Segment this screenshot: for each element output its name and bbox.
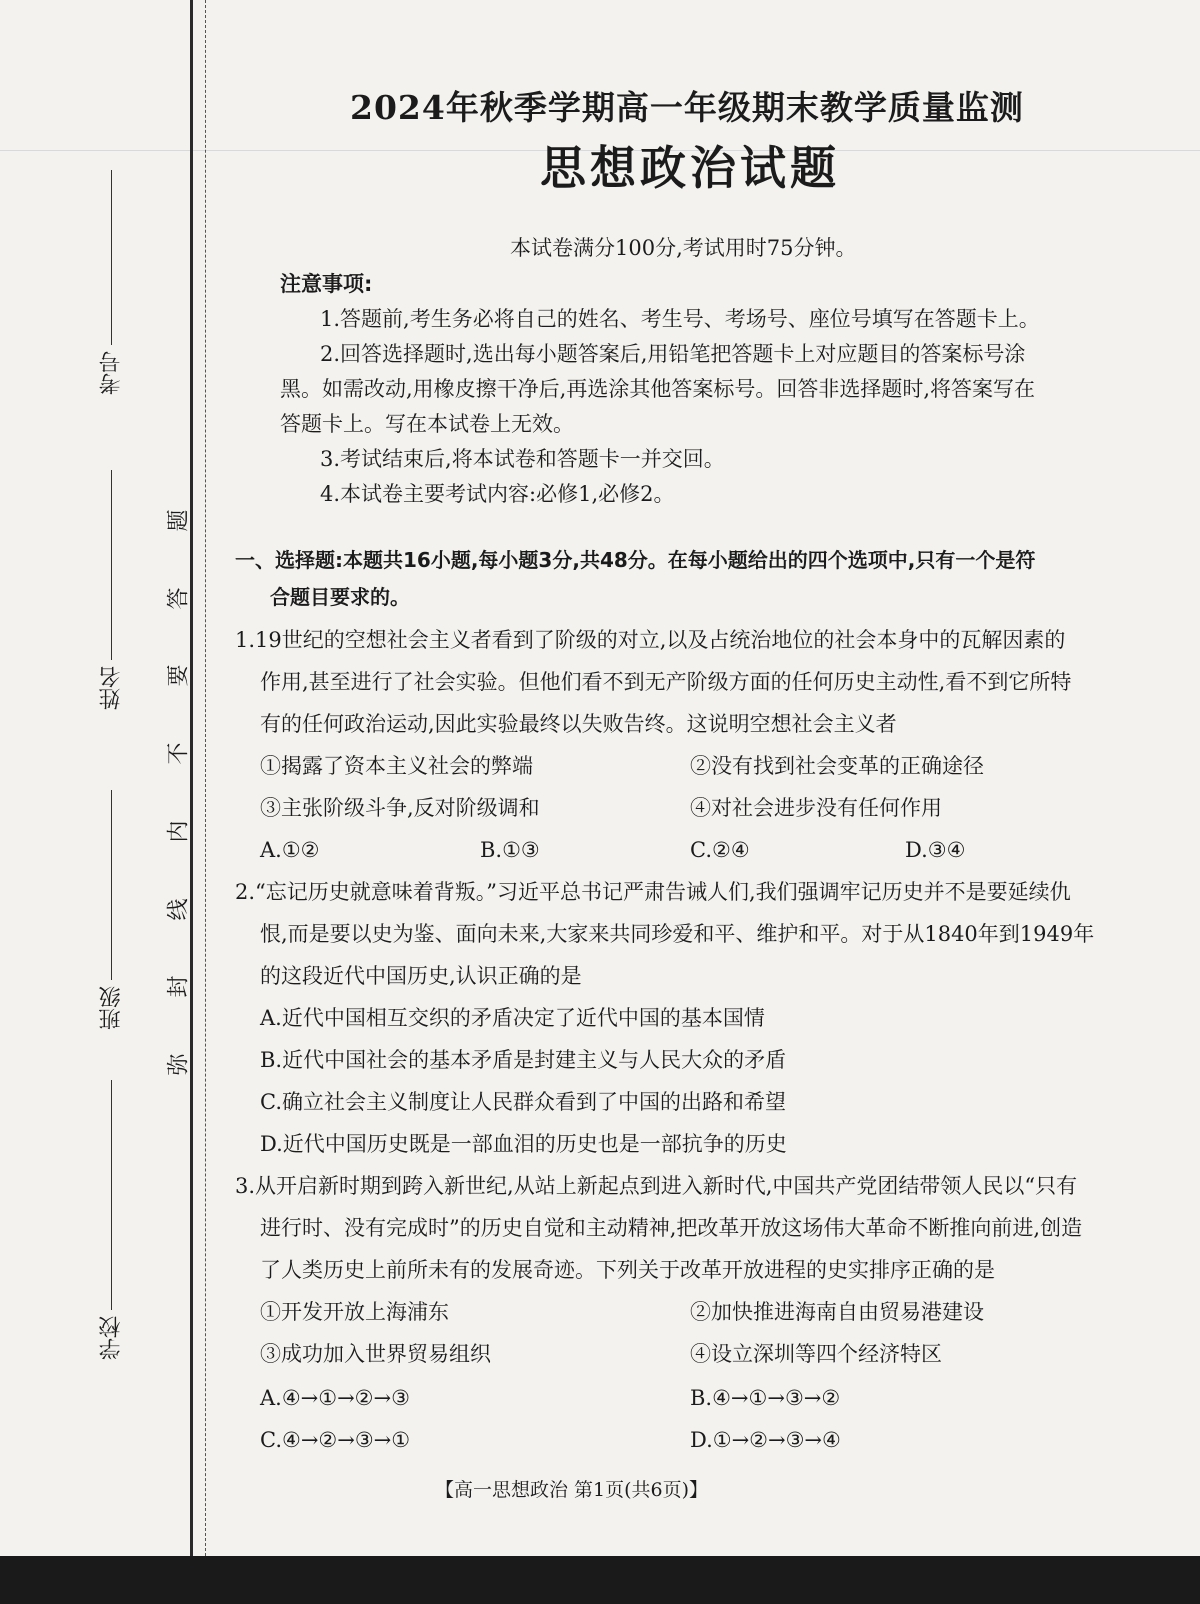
- q3-item: ①开发开放上海浦东: [260, 1300, 449, 1324]
- q1-option-c: C.②④: [690, 838, 750, 862]
- q1-stem: 有的任何政治运动,因此实验最终以失败告终。这说明空想社会主义者: [260, 712, 897, 736]
- q2-option-d: D.近代中国历史既是一部血泪的历史也是一部抗争的历史: [260, 1132, 787, 1156]
- seal-line: [205, 0, 207, 1556]
- margin-rule: [190, 0, 193, 1556]
- field-label: 班级: [99, 986, 124, 1030]
- exam-info: 本试卷满分100分,考试用时75分钟。: [510, 236, 857, 260]
- subject-title: 思想政治试题: [540, 141, 840, 195]
- seal-char: 要: [166, 664, 192, 687]
- q1-stem: 作用,甚至进行了社会实验。但他们看不到无产阶级方面的任何历史主动性,看不到它所特: [260, 670, 1072, 694]
- q3-option-d: D.①→②→③→④: [690, 1428, 841, 1452]
- note-item: 1.答题前,考生务必将自己的姓名、考生号、考场号、座位号填写在答题卡上。: [320, 307, 1040, 331]
- seal-char: 线: [166, 898, 192, 921]
- note-item: 3.考试结束后,将本试卷和答题卡一并交回。: [320, 447, 725, 471]
- seal-text: [164, 505, 190, 1080]
- q1-item: ③主张阶级斗争,反对阶级调和: [260, 796, 540, 820]
- q1-stem: 1.19世纪的空想社会主义者看到了阶级的对立,以及占统治地位的社会本身中的瓦解因素的: [235, 628, 1066, 652]
- note-item: 4.本试卷主要考试内容:必修1,必修2。: [320, 482, 675, 506]
- seal-char: 不: [166, 742, 192, 765]
- q3-stem: 进行时、没有完成时”的历史自觉和主动精神,把改革开放这场伟大革命不断推向前进,创造: [260, 1216, 1083, 1240]
- q3-item: ②加快推进海南自由贸易港建设: [690, 1300, 984, 1324]
- field-name: [96, 470, 127, 710]
- q2-option-c: C.确立社会主义制度让人民群众看到了中国的出路和希望: [260, 1090, 786, 1114]
- note-item: 2.回答选择题时,选出每小题答案后,用铅笔把答题卡上对应题目的答案标号涂: [320, 342, 1026, 366]
- page-footer: 【高一思想政治 第1页(共6页)】: [435, 1479, 709, 1501]
- seal-char: 弥: [166, 1053, 192, 1076]
- q2-option-b: B.近代中国社会的基本矛盾是封建主义与人民大众的矛盾: [260, 1048, 787, 1072]
- q3-stem: 了人类历史上前所未有的发展奇迹。下列关于改革开放进程的史实排序正确的是: [260, 1258, 995, 1282]
- seal-char: 题: [166, 509, 192, 532]
- field-label: 学校: [99, 1316, 124, 1360]
- q3-stem: 3.从开启新时期到跨入新世纪,从站上新起点到进入新时代,中国共产党团结带领人民以“只有: [235, 1174, 1078, 1198]
- q1-item: ①揭露了资本主义社会的弊端: [260, 754, 533, 778]
- field-label: 姓名: [99, 666, 124, 710]
- scan-edge: [0, 1556, 1200, 1604]
- section-heading: 一、选择题:本题共16小题,每小题3分,共48分。在每小题给出的四个选项中,只有一个是符: [235, 548, 1036, 572]
- field-school: [96, 1080, 127, 1360]
- q1-option-d: D.③④: [905, 838, 966, 862]
- q2-stem: 的这段近代中国历史,认识正确的是: [260, 964, 582, 988]
- seal-char: 内: [166, 820, 192, 843]
- section-heading-cont: 合题目要求的。: [270, 585, 410, 609]
- q2-stem: 2.“忘记历史就意味着背叛。”习近平总书记严肃告诫人们,我们强调牢记历史并不是要延续仇: [235, 880, 1071, 904]
- exam-title: 2024年秋季学期高一年级期末教学质量监测: [350, 88, 1024, 127]
- q2-stem: 恨,而是要以史为鉴、面向未来,大家来共同珍爱和平、维护和平。对于从1840年到1949年: [260, 922, 1095, 946]
- notes-heading: 注意事项:: [280, 272, 373, 296]
- q1-item: ④对社会进步没有任何作用: [690, 796, 942, 820]
- seal-char: 答: [166, 587, 192, 610]
- note-item: 黑。如需改动,用橡皮擦干净后,再选涂其他答案标号。回答非选择题时,将答案写在: [280, 377, 1036, 401]
- field-label: 考号: [99, 351, 124, 395]
- q1-item: ②没有找到社会变革的正确途径: [690, 754, 984, 778]
- q3-item: ③成功加入世界贸易组织: [260, 1342, 491, 1366]
- q1-option-b: B.①③: [480, 838, 540, 862]
- q2-option-a: A.近代中国相互交织的矛盾决定了近代中国的基本国情: [260, 1006, 765, 1030]
- field-exam-number: [96, 170, 127, 395]
- note-item: 答题卡上。写在本试卷上无效。: [280, 412, 574, 436]
- seal-char: 封: [166, 975, 192, 998]
- q3-option-a: A.④→①→②→③: [260, 1386, 410, 1410]
- field-class: [96, 790, 127, 1030]
- q1-option-a: A.①②: [260, 838, 320, 862]
- q3-option-c: C.④→②→③→①: [260, 1428, 411, 1452]
- q3-option-b: B.④→①→③→②: [690, 1386, 841, 1410]
- q3-item: ④设立深圳等四个经济特区: [690, 1342, 942, 1366]
